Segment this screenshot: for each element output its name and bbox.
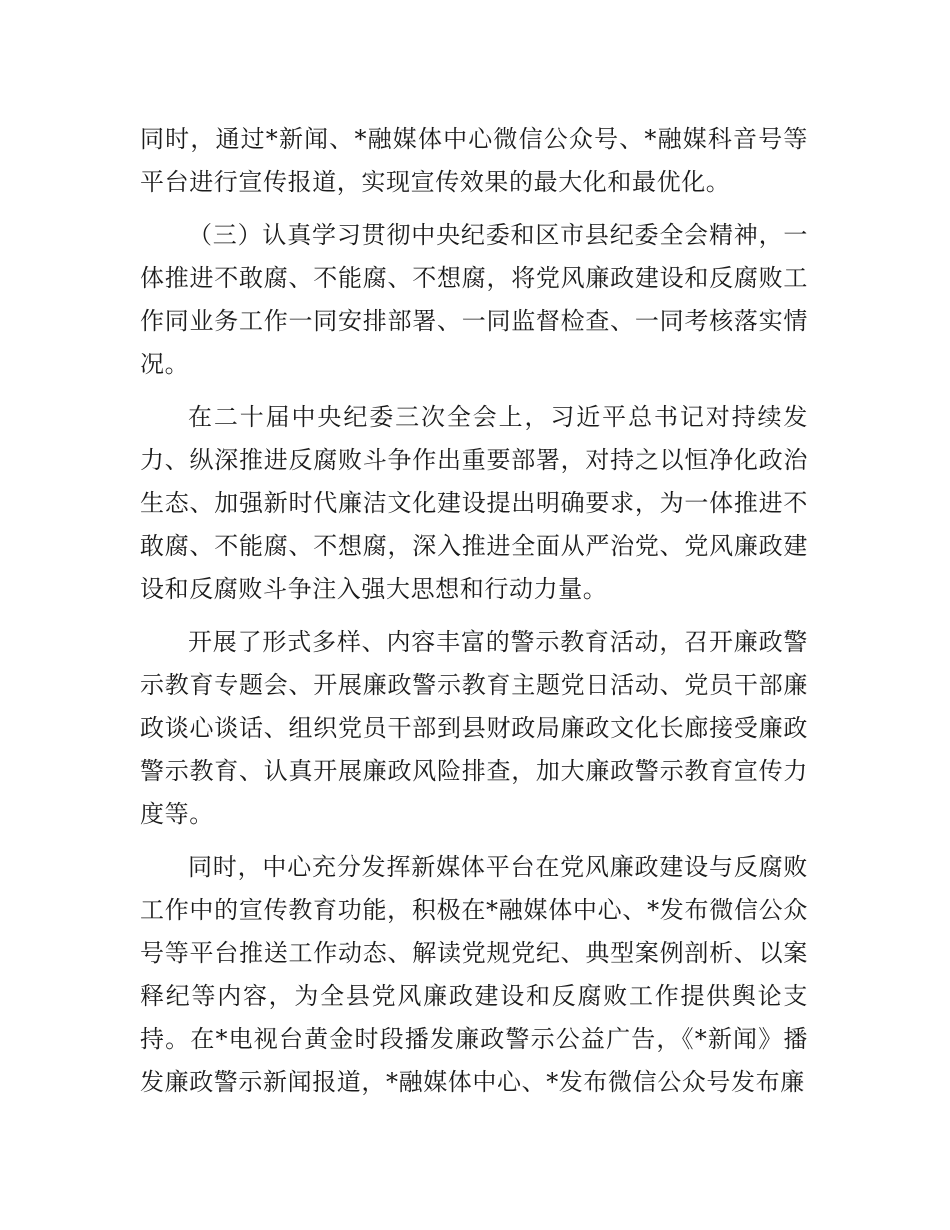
paragraph-warning-education: 开展了形式多样、内容丰富的警示教育活动，召开廉政警示教育专题会、开展廉政警示教育主题党日活动、党员干部廉政谈心谈话、组织党员干部到县财政局廉政文化长廊接受廉政警示教育、认真开展廉政风险排查，加大廉政警示教育宣传力度等。 <box>140 628 808 828</box>
document-body <box>140 118 808 1114</box>
paragraph-plenary: 在二十届中央纪委三次全会上，习近平总书记对持续发力、纵深推进反腐败斗争作出重要部署，对持之以恒净化政治生态、加强新时代廉洁文化建设提出明确要求，为一体推进不敢腐、不能腐、不想腐，深入推进全面从严治党、党风廉政建设和反腐败斗争注入强大思想和行动力量。 <box>140 403 808 603</box>
paragraph-section-three: （三）认真学习贯彻中央纪委和区市县纪委全会精神，一体推进不敢腐、不能腐、不想腐，将党风廉政建设和反腐败工作同业务工作一同安排部署、一同监督检查、一同考核落实情况。 <box>140 221 808 378</box>
paragraph-new-media: 同时，中心充分发挥新媒体平台在党风廉政建设与反腐败工作中的宣传教育功能，积极在*融媒体中心、*发布微信公众号等平台推送工作动态、解读党规党纪、典型案例剖析、以案释纪等内容，为全县党风廉政建设和反腐败工作提供舆论支持。在*电视台黄金时段播发廉政警示公益广告，《*新闻》播发廉政警示新闻报道，*融媒体中心、*发布微信公众号发布廉 <box>140 853 808 1096</box>
paragraph-continued: 同时，通过*新闻、*融媒体中心微信公众号、*融媒科音号等平台进行宣传报道，实现宣传效果的最大化和最优化。 <box>140 125 808 196</box>
